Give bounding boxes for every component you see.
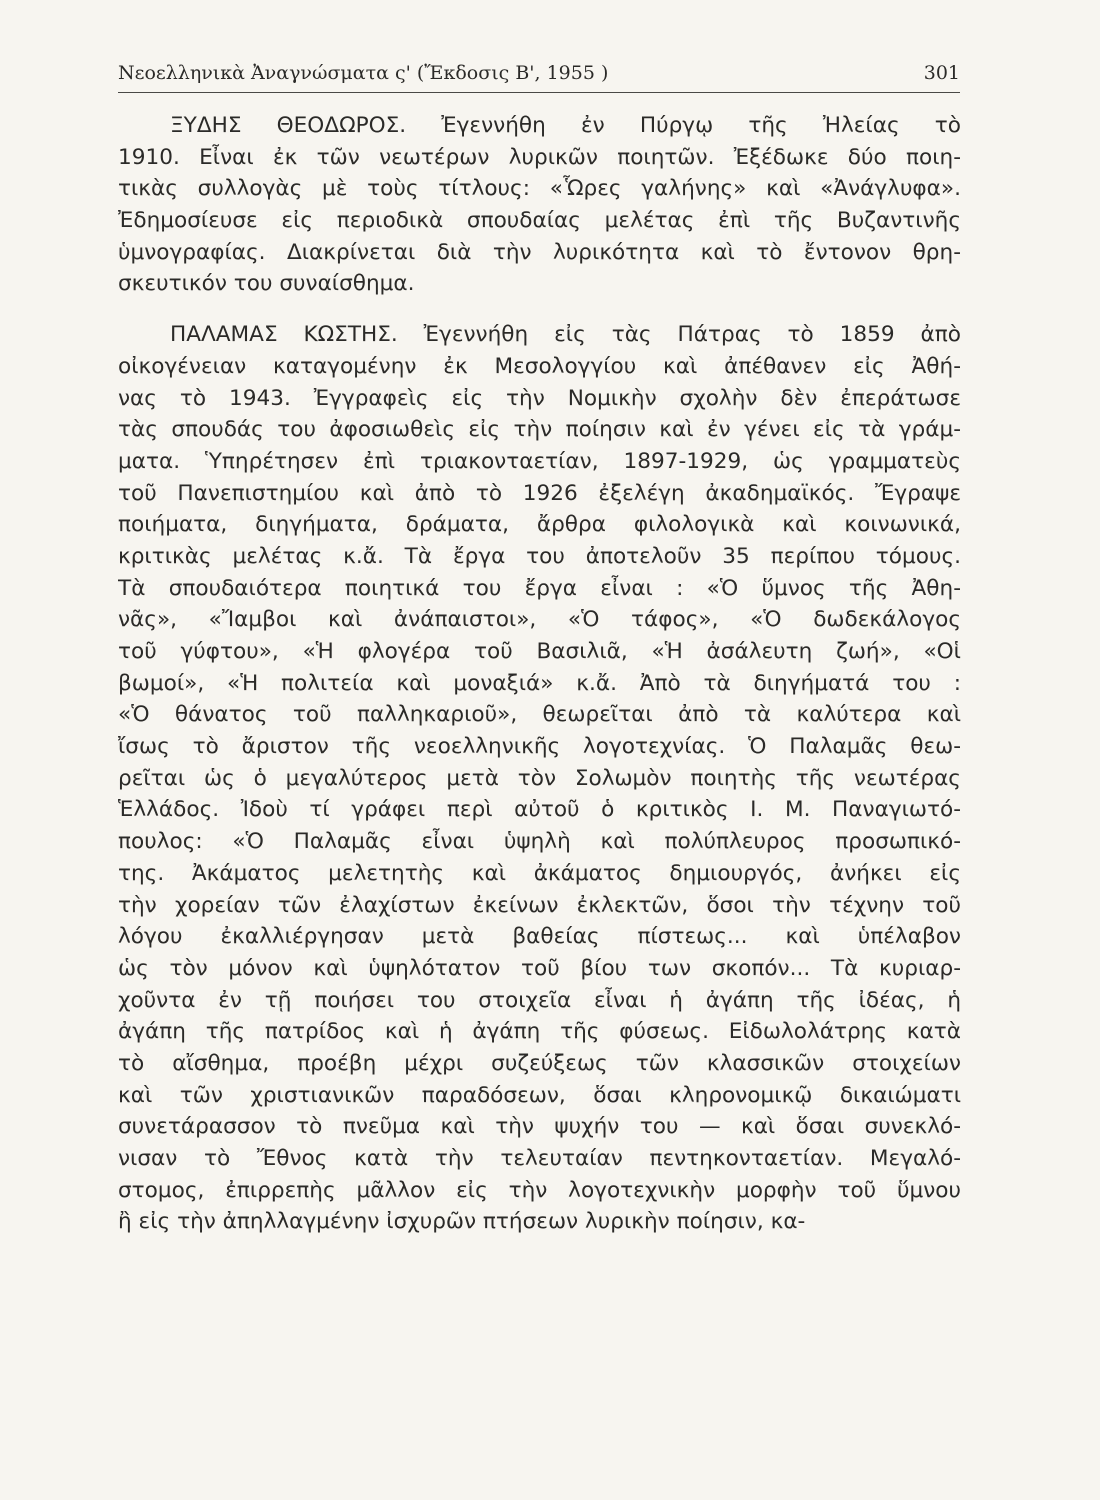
text-line: «Ὁ θάνατος τοῦ παλληκαριοῦ», θεωρεῖται ἀπὸ τὰ καλύτερα καὶ: [118, 702, 961, 728]
text-line: οἰκογένειαν καταγομένην ἐκ Μεσολογγίου καὶ ἀπέθανεν εἰς Ἀθή-: [118, 353, 961, 379]
text-line: τικὰς συλλογὰς μὲ τοὺς τίτλους: «Ὧρες γαλήνης» καὶ «Ἀνάγλυφα».: [118, 176, 961, 202]
text-line: ἀγάπη τῆς πατρίδος καὶ ἡ ἀγάπη τῆς φύσεως. Εἰδωλολάτρης κατὰ: [118, 1019, 961, 1045]
header-title: Νεοελληνικὰ Ἀναγνώσματα ς' (Ἔκδοσις Β', 1955 ): [118, 62, 609, 84]
page-body: [118, 110, 961, 1238]
biography-entry: [118, 319, 961, 1238]
text-line: πουλος: «Ὁ Παλαμᾶς εἶναι ὑψηλὴ καὶ πολύπλευρος προσωπικό-: [118, 829, 961, 855]
text-line: τὸ αἴσθημα, προέβη μέχρι συζεύξεως τῶν κλασσικῶν στοιχείων: [118, 1050, 961, 1076]
text-line: νᾶς», «Ἴαμβοι καὶ ἀνάπαιστοι», «Ὁ τάφος», «Ὁ δωδεκάλογος: [118, 607, 961, 633]
text-line: ἴσως τὸ ἄριστον τῆς νεοελληνικῆς λογοτεχνίας. Ὁ Παλαμᾶς θεω-: [118, 734, 961, 760]
running-header: [118, 58, 960, 93]
text-line: χοῦντα ἐν τῇ ποιήσει του στοιχεῖα εἶναι ἡ ἀγάπη τῆς ἰδέας, ἡ: [118, 987, 961, 1013]
text-line: σκευτικόν του συναίσθημα.: [118, 271, 415, 297]
text-line: νας τὸ 1943. Ἐγγραφεὶς εἰς τὴν Νομικὴν σχολὴν δὲν ἐπεράτωσε: [118, 385, 961, 411]
text-line: λόγου ἐκαλλιέργησαν μετὰ βαθείας πίστεως... καὶ ὑπέλαβον: [118, 924, 961, 950]
text-line: Τὰ σπουδαιότερα ποιητικά του ἔργα εἶναι : «Ὁ ὕμνος τῆς Ἀθη-: [118, 575, 961, 601]
text-line: Ἐδημοσίευσε εἰς περιοδικὰ σπουδαίας μελέτας ἐπὶ τῆς Βυζαντινῆς: [118, 208, 961, 234]
text-line: στομος, ἐπιρρεπὴς μᾶλλον εἰς τὴν λογοτεχνικὴν μορφὴν τοῦ ὕμνου: [118, 1177, 961, 1203]
text-line: της. Ἀκάματος μελετητὴς καὶ ἀκάματος δημιουργός, ἀνήκει εἰς: [118, 860, 961, 886]
text-line: 1910. Εἶναι ἐκ τῶν νεωτέρων λυρικῶν ποιητῶν. Ἐξέδωκε δύο ποιη-: [118, 144, 961, 170]
text-line: νισαν τὸ Ἔθνος κατὰ τὴν τελευταίαν πεντηκονταετίαν. Μεγαλό-: [118, 1146, 961, 1171]
text-line: ὡς τὸν μόνον καὶ ὑψηλότατον τοῦ βίου των σκοπόν... Τὰ κυριαρ-: [118, 955, 961, 981]
text-line: ἢ εἰς τὴν ἀπηλλαγμένην ἰσχυρῶν πτήσεων λυρικὴν ποίησιν, κα-: [118, 1209, 806, 1235]
text-line: τοῦ Πανεπιστημίου καὶ ἀπὸ τὸ 1926 ἐξελέγη ἀκαδημαϊκός. Ἔγραψε: [118, 480, 961, 506]
text-line: συνετάρασσον τὸ πνεῦμα καὶ τὴν ψυχήν του — καὶ ὅσαι συνεκλό-: [118, 1114, 961, 1140]
biography-entry: [118, 110, 961, 300]
text-line: ρεῖται ὡς ὁ μεγαλύτερος μετὰ τὸν Σολωμὸν ποιητὴς τῆς νεωτέρας: [118, 765, 961, 791]
text-line: τὰς σπουδάς του ἀφοσιωθεὶς εἰς τὴν ποίησιν καὶ ἐν γένει εἰς τὰ γράμ-: [118, 417, 961, 443]
text-line: ματα. Ὑπηρέτησεν ἐπὶ τριακονταετίαν, 1897-1929, ὡς γραμματεὺς: [118, 448, 961, 474]
text-line: Ἑλλάδος. Ἰδοὺ τί γράφει περὶ αὐτοῦ ὁ κριτικὸς Ι. Μ. Παναγιωτό-: [118, 797, 961, 823]
text-line: ΞΥΔΗΣ ΘΕΟΔΩΡΟΣ. Ἐγεννήθη ἐν Πύργῳ τῆς Ἠλείας τὸ: [170, 113, 961, 138]
text-line: βωμοί», «Ἡ πολιτεία καὶ μοναξιά» κ.ἄ. Ἀπὸ τὰ διηγήματά του :: [118, 670, 961, 696]
text-line: τοῦ γύφτου», «Ἡ φλογέρα τοῦ Βασιλιᾶ, «Ἡ ἀσάλευτη ζωή», «Οἱ: [118, 639, 961, 664]
page-number: 301: [923, 62, 960, 84]
text-line: ὑμνογραφίας. Διακρίνεται διὰ τὴν λυρικότητα καὶ τὸ ἔντονον θρη-: [118, 239, 961, 265]
text-line: ΠΑΛΑΜΑΣ ΚΩΣΤΗΣ. Ἐγεννήθη εἰς τὰς Πάτρας τὸ 1859 ἀπὸ: [170, 322, 961, 348]
text-line: καὶ τῶν χριστιανικῶν παραδόσεων, ὅσαι κληρονομικῷ δικαιώματι: [118, 1082, 961, 1108]
paragraph-gap: [118, 300, 961, 319]
text-line: τὴν χορείαν τῶν ἐλαχίστων ἐκείνων ἐκλεκτῶν, ὅσοι τὴν τέχνην τοῦ: [118, 892, 961, 918]
text-line: κριτικὰς μελέτας κ.ἄ. Τὰ ἔργα του ἀποτελοῦν 35 περίπου τόμους.: [118, 543, 961, 569]
text-line: ποιήματα, διηγήματα, δράματα, ἄρθρα φιλολογικὰ καὶ κοινωνικά,: [118, 512, 961, 538]
